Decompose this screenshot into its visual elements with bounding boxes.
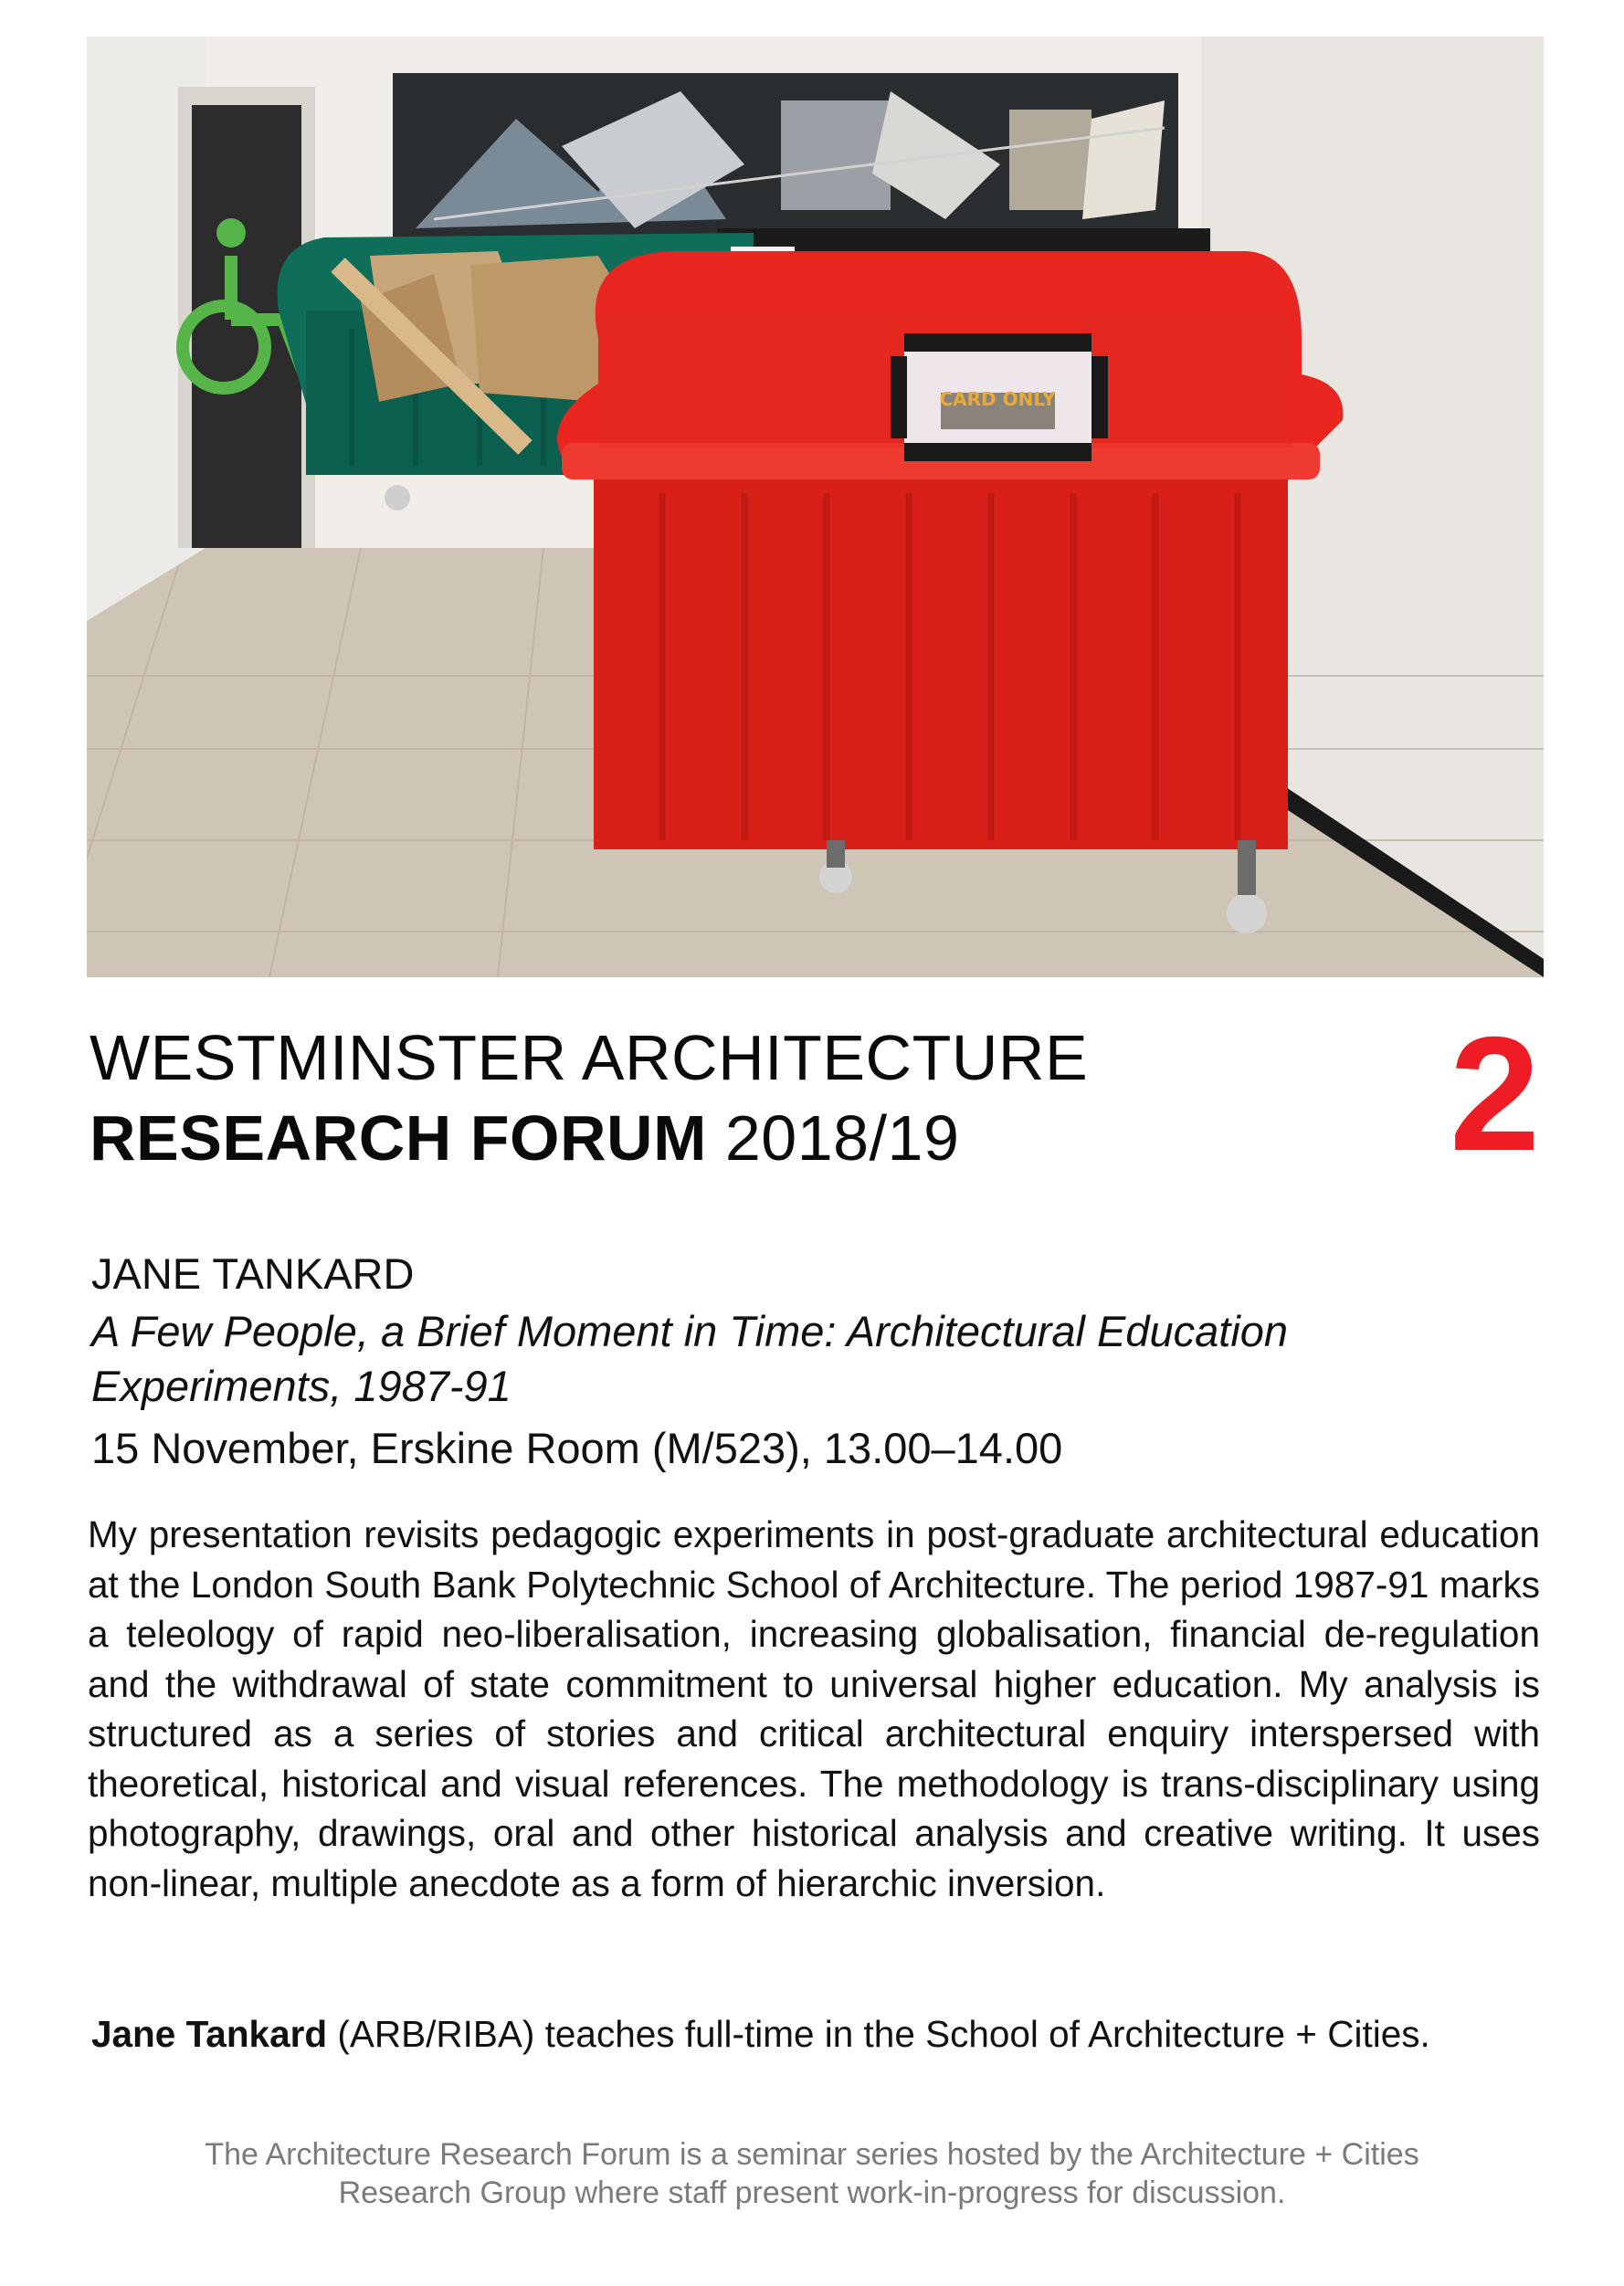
bio-name: Jane Tankard: [91, 2013, 328, 2055]
talk-title-line2: Experiments, 1987-91: [91, 1362, 511, 1410]
talk-title-line1: A Few People, a Brief Moment in Time: Architectural Education: [91, 1307, 1289, 1355]
footer-line1: The Architecture Research Forum is a seminar series hosted by the Architecture + Cities: [205, 2137, 1419, 2172]
forum-year: 2018/19: [724, 1102, 960, 1174]
event-details: 15 November, Erskine Room (M/523), 13.00–14.00: [91, 1424, 1063, 1472]
forum-title-bold: RESEARCH FORUM: [90, 1102, 707, 1174]
card-only-sign: [891, 333, 1108, 461]
speaker-name: JANE TANKARD: [91, 1249, 415, 1298]
card-only-text: CARD ONLY: [939, 388, 1056, 410]
forum-title-line1: WESTMINSTER ARCHITECTURE: [90, 1022, 1089, 1093]
bio-text: (ARB/RIBA) teaches full-time in the School of Architecture + Cities.: [327, 2013, 1430, 2055]
issue-number: 2: [1450, 1003, 1540, 1185]
abstract-paragraph: My presentation revisits pedagogic experiments in post-graduate architectural education at the London South Bank Polytechnic School of Architecture. The period 1987-91 marks a teleology of rapid neo-liberalisation, increasing globalisation, financial de-regulation and the withdrawal of state commitment to universal higher education. My analysis is structured as a series of stories and critical architectural enquiry interspersed with theoretical, historical and visual references. The methodology is trans-disciplinary using photography, drawings, oral and other historical analysis and creative writing. It uses non-linear, multiple anecdote as a form of hierarchic inversion.: [88, 1513, 1540, 1904]
bins-photo-illustration: [87, 37, 1544, 977]
cover-photo: [87, 37, 1544, 977]
forum-title-line2: [90, 1101, 959, 1175]
footer-line2: Research Group where staff present work-in-progress for discussion.: [338, 2175, 1286, 2210]
speaker-bio: [91, 2009, 1430, 2059]
